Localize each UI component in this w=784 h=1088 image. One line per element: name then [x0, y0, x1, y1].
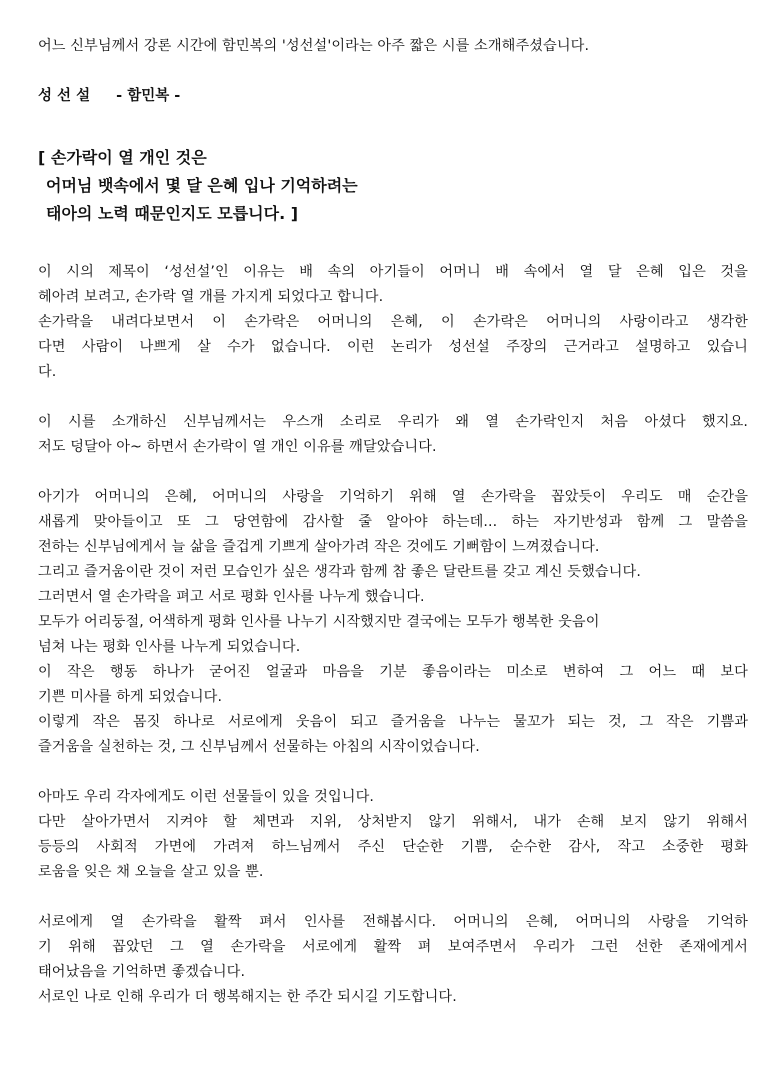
text-line: 넘쳐 나는 평화 인사를 나누게 되었습니다.: [38, 639, 301, 655]
text-line: 이 시를 소개하신 신부님께서는 우스개 소리로 우리가 왜 열 손가락인지 처음 아셨다 했지요.: [38, 414, 748, 430]
text-line: 기쁜 미사를 하게 되었습니다.: [38, 689, 223, 705]
text-line: 아마도 우리 각자에게도 이런 선물들이 있을 것입니다.: [38, 789, 374, 805]
paragraph: [38, 910, 748, 1010]
text-line: 저도 덩달아 아~ 하면서 손가락이 열 개인 이유를 깨달았습니다.: [38, 439, 437, 455]
poem-block: [38, 144, 748, 228]
paragraph: [38, 410, 748, 460]
text-line: 로움을 잊은 채 오늘을 살고 있을 뿐.: [38, 864, 264, 880]
text-line: 그러면서 열 손가락을 펴고 서로 평화 인사를 나누게 했습니다.: [38, 589, 425, 605]
text-line: 전하는 신부님에게서 늘 삶을 즐겁게 기쁘게 살아가려 작은 것에도 기뻐함이 느껴졌습니다.: [38, 539, 600, 555]
poem-author: - 함민복 -: [116, 88, 181, 104]
poem-line: [ 손가락이 열 개인 것은: [38, 148, 207, 167]
text-line: 즐거움을 실천하는 것, 그 신부님께서 선물하는 아침의 시작이었습니다.: [38, 739, 480, 755]
paragraph: [38, 485, 748, 760]
text-line: 다만 살아가면서 지켜야 할 체면과 지위, 상처받지 않기 위해서, 내가 손해 보지 않기 위해서: [38, 814, 748, 830]
text-line: 이렇게 작은 몸짓 하나로 서로에게 웃음이 되고 즐거움을 나누는 물꼬가 되는 것, 그 작은 기쁨과: [38, 714, 748, 730]
text-line: 새롭게 맞아들이고 또 그 당연함에 감사할 줄 알아야 하는데... 하는 자기반성과 함께 그 말씀을: [38, 514, 748, 530]
text-line: 이 시의 제목이 ‘성선설’인 이유는 배 속의 아기들이 어머니 배 속에서 열 달 은혜 입은 것을: [38, 264, 748, 280]
text-line: 등등의 사회적 가면에 가려져 하느님께서 주신 단순한 기쁨, 순수한 감사, 작고 소중한 평화: [38, 839, 748, 855]
poem-line: 어머님 뱃속에서 몇 달 은혜 입나 기억하려는: [46, 176, 358, 195]
paragraph: [38, 785, 748, 885]
text-line: 그리고 즐거움이란 것이 저런 모습인가 싶은 생각과 함께 참 좋은 달란트를 갖고 계신 듯했습니다.: [38, 564, 641, 580]
poem-title-main: 성 선 설: [38, 88, 91, 104]
text-line: 서로인 나로 인해 우리가 더 행복해지는 한 주간 되시길 기도합니다.: [38, 989, 457, 1005]
poem-title: [38, 84, 748, 109]
intro-line: 어느 신부님께서 강론 시간에 함민복의 '성선설'이라는 아주 짧은 시를 소개해주셨습니다.: [38, 38, 590, 54]
text-line: 다.: [38, 364, 57, 380]
text-line: 모두가 어리둥절, 어색하게 평화 인사를 나누기 시작했지만 결국에는 모두가 행복한 웃음이: [38, 614, 600, 630]
paragraph: [38, 260, 748, 385]
text-line: 손가락을 내려다보면서 이 손가락은 어머니의 은혜, 이 손가락은 어머니의 사랑이라고 생각한: [38, 314, 748, 330]
text-line: 서로에게 열 손가락을 활짝 펴서 인사를 전해봅시다. 어머니의 은혜, 어머니의 사랑을 기억하: [38, 914, 748, 930]
text-line: 이 작은 행동 하나가 굳어진 얼굴과 마음을 기분 좋음이라는 미소로 변하여 그 어느 때 보다: [38, 664, 748, 680]
text-line: 기 위해 꼽았던 그 열 손가락을 서로에게 활짝 펴 보여주면서 우리가 그런 선한 존재에게서: [38, 939, 748, 955]
text-line: 다면 사람이 나쁘게 살 수가 없습니다. 이런 논리가 성선설 주장의 근거라고 설명하고 있습니: [38, 339, 748, 355]
text-line: 아기가 어머니의 은혜, 어머니의 사랑을 기억하기 위해 열 손가락을 꼽았듯이 우리도 매 순간을: [38, 489, 748, 505]
poem-line: 태아의 노력 때문인지도 모릅니다. ]: [46, 204, 299, 223]
text-line: 태어났음을 기억하면 좋겠습니다.: [38, 964, 246, 980]
text-line: 헤아려 보려고, 손가락 열 개를 가지게 되었다고 합니다.: [38, 289, 384, 305]
